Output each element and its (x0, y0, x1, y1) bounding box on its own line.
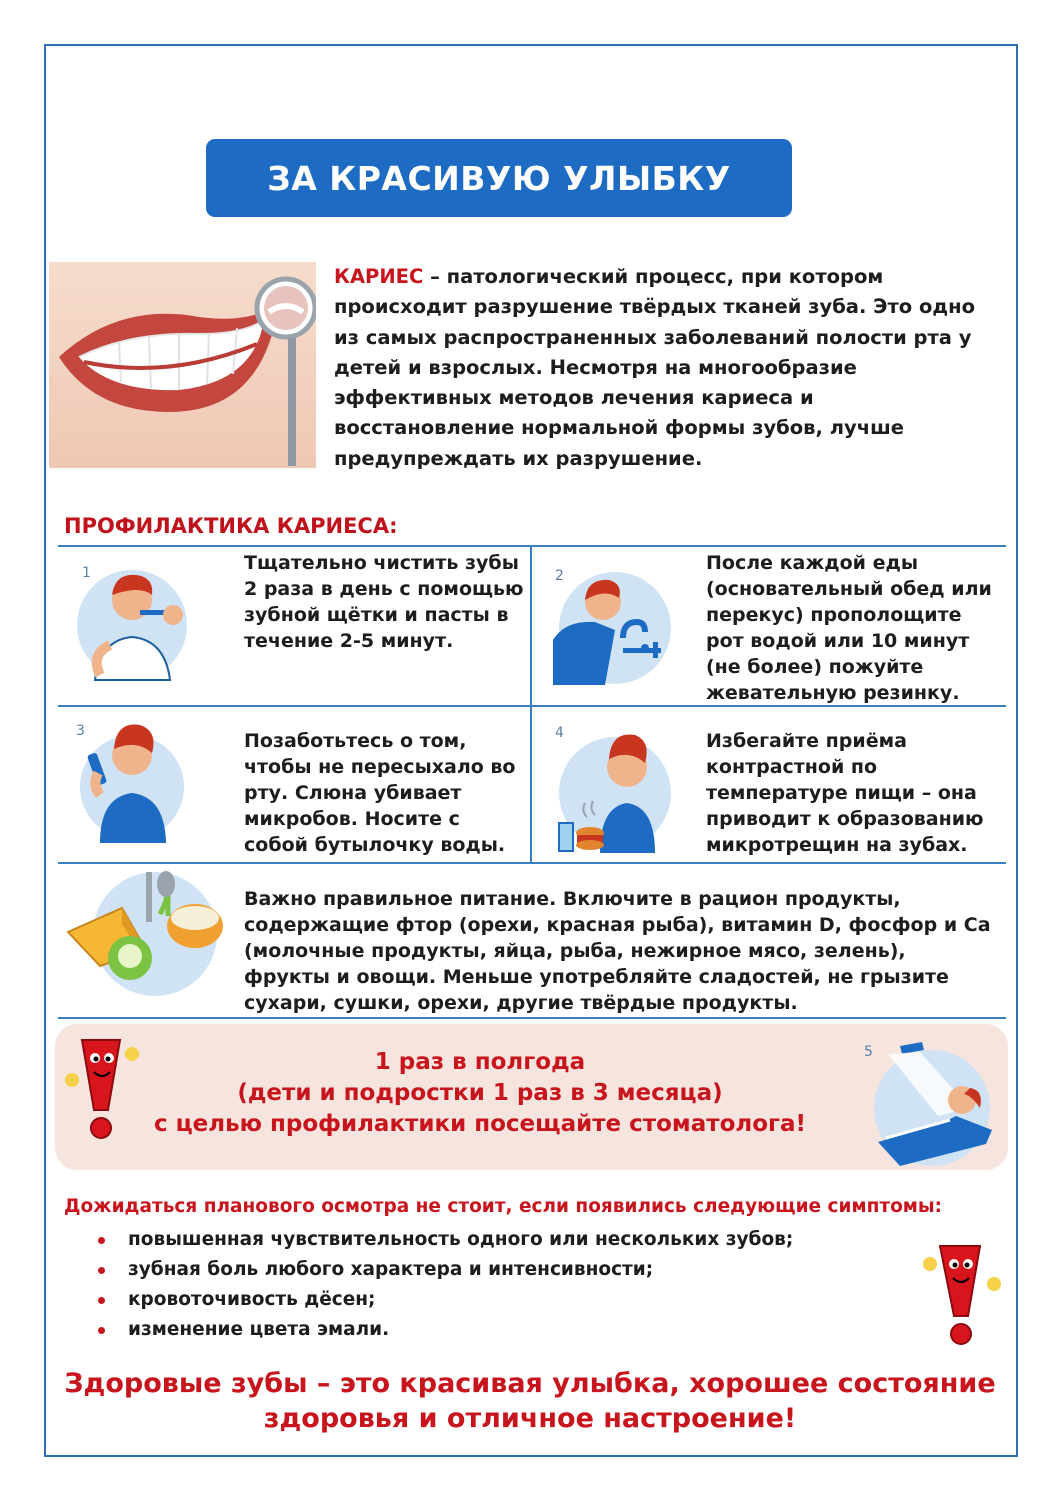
visit-line-1: 1 раз в полгода (374, 1049, 586, 1075)
tip-number: 2 (555, 568, 564, 584)
caries-description (334, 262, 994, 474)
food-temperature-illustration (545, 715, 675, 859)
bullet-icon (98, 1297, 105, 1304)
list-item: изменение цвета эмали. (96, 1315, 793, 1345)
list-item: зубная боль любого характера и интенсивности; (96, 1255, 793, 1285)
brushing-illustration (70, 555, 200, 694)
dentist-visit-text (140, 1047, 820, 1140)
title-banner (206, 139, 792, 217)
visit-number: 5 (864, 1044, 873, 1060)
exclamation-mascot-icon (62, 1032, 142, 1146)
visit-line-3: с целью профилактики посещайте стоматолога! (153, 1111, 807, 1137)
grid-line (58, 545, 1006, 547)
bullet-icon (98, 1237, 105, 1244)
tip-text-1: Тщательно чистить зубы 2 раза в день с помощью зубной щётки и пасты в течение 2-5 минут. (244, 552, 524, 652)
caries-text: – патологический процесс, при котором происходит разрушение твёрдых тканей зуба. Это одно из самых распространенных заболеваний полости рта у детей и взрослых. Несмотря на многообразие эффективных методов лечения кариеса и восстановление нормальной формы зубов, лучше предупреждать их разрушение. (334, 265, 975, 470)
smile-photo (49, 262, 316, 468)
grid-line (58, 862, 1006, 864)
rinsing-illustration (545, 560, 675, 694)
symptoms-list (96, 1225, 793, 1345)
exclamation-mascot-icon (918, 1240, 1004, 1352)
caries-term: КАРИЕС (334, 265, 424, 288)
tip-number: 1 (82, 565, 91, 581)
nutrition-text: Важно правильное питание. Включите в рацион продукты, содержащие фтор (орехи, красная рыба), витамин D, фосфор и Ca (молочные продукты, яйца, рыба, нежирное мясо, зелень), фрукты и овощи. Меньше употребляйте сладостей, не грызите сухари, сушки, орехи, другие твёрдые продукты. (244, 888, 991, 1014)
drinking-illustration (70, 715, 200, 854)
dentist-chair-illustration (860, 1038, 1000, 1174)
closing-slogan (60, 1366, 1000, 1436)
tip-text-2: После каждой еды (основательный обед или перекус) прополощите рот водой или 10 минут (не более) пожуйте жевательную резинку. (706, 552, 992, 704)
bullet-icon (98, 1327, 105, 1334)
list-item: повышенная чувствительность одного или нескольких зубов; (96, 1225, 793, 1255)
slogan-line-1: Здоровые зубы – это красивая улыбка, хорошее состояние (64, 1368, 996, 1399)
list-item: кровоточивость дёсен; (96, 1285, 793, 1315)
slogan-line-2: здоровья и отличное настроение! (263, 1403, 797, 1434)
grid-line (530, 545, 532, 862)
visit-line-2: (дети и подростки 1 раз в 3 месяца) (237, 1080, 723, 1106)
nutrition-illustration (60, 866, 230, 1010)
tip-number: 3 (76, 723, 85, 739)
page-title: ЗА КРАСИВУЮ УЛЫБКУ (267, 158, 731, 198)
prevention-heading: ПРОФИЛАКТИКА КАРИЕСА: (64, 514, 398, 538)
tip-text-4: Избегайте приёма контрастной по температуре пищи – она приводит к образованию микротрещин на зубах. (706, 730, 984, 856)
symptoms-heading: Дожидаться планового осмотра не стоит, если появились следующие симптомы: (64, 1196, 943, 1217)
bullet-icon (98, 1267, 105, 1274)
tip-text-3: Позаботьтесь о том, чтобы не пересыхало во рту. Слюна убивает микробов. Носите с собой бутылочку воды. (244, 730, 516, 856)
tip-number: 4 (555, 725, 564, 741)
grid-line (58, 1017, 1006, 1019)
